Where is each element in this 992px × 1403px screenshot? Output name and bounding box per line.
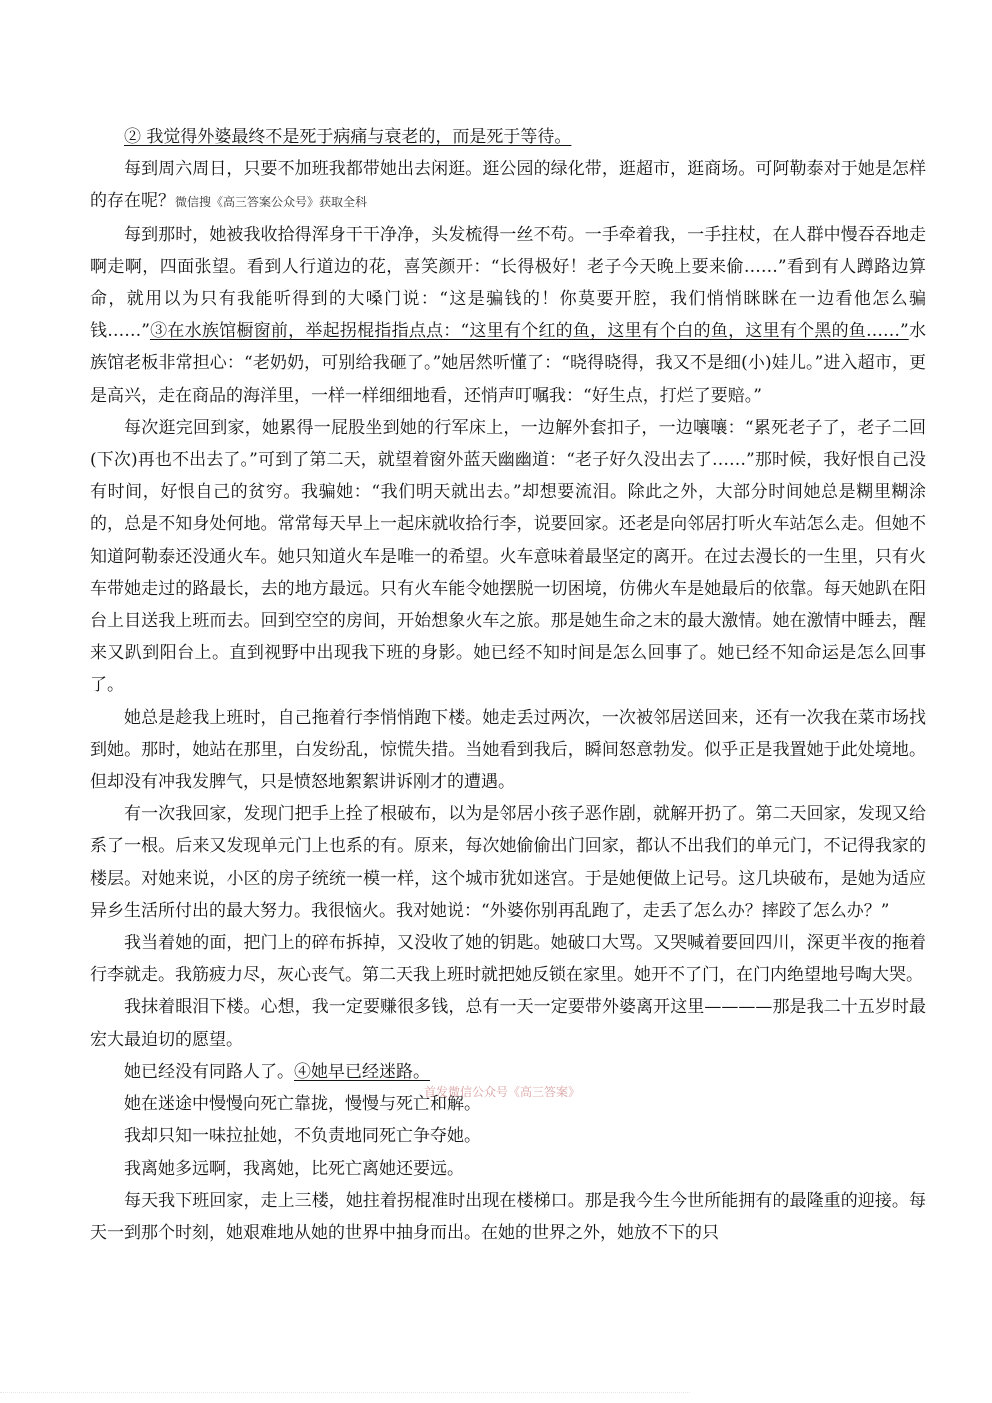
paragraph-text: 我却只知一味拉扯她，不负责地同死亡争夺她。 [124, 1126, 481, 1147]
paragraph [90, 1120, 926, 1152]
watermark-text: 首发微信公众号《高三答案》 [424, 1085, 581, 1099]
paragraph [90, 121, 926, 153]
inline-watermark: 微信搜《高三答案公众号》获取全科 [175, 195, 368, 210]
underlined-sentence: ② 我觉得外婆最终不是死于病痛与衰老的，而是死于等待。 [124, 127, 572, 147]
paragraph-text: 每到周六周日，只要不加班我都带她出去闲逛。逛公园的绿化带，逛超市，逛商场。可阿勒泰对于她是怎样的存在呢？ [90, 159, 926, 212]
article-body [90, 121, 926, 1249]
bottom-dotted-rule [0, 1392, 690, 1393]
paragraph-text: 我离她多远啊，我离她，比死亡离她还要远。 [124, 1158, 464, 1179]
paragraph-text: 有一次我回家，发现门把手上拴了根破布，以为是邻居小孩子恶作剧，就解开扔了。第二天回家，发现又给系了一根。后来又发现单元门上也系的有。原来，每次她偷偷出门回家，都认不出我们的单元门，不记得我家的楼层。对她来说，小区的房子统统一模一样，这个城市犹如迷宫。于是她便做上记号。这几块破布，是她为适应异乡生活所付出的最大努力。我很恼火。我对她说：“外婆你别再乱跑了，走丢了怎么办？摔跤了怎么办？” [90, 804, 926, 921]
paragraph [90, 991, 926, 1055]
paragraph-text: 她总是趁我上班时，自己拖着行李悄悄跑下楼。她走丢过两次，一次被邻居送回来，还有一次我在菜市场找到她。那时，她站在那里，白发纷乱，惊慌失措。当她看到我后，瞬间怒意勃发。似乎正是我置她于此处境地。但却没有冲我发脾气，只是愤怒地絮絮讲诉刚才的遭遇。 [90, 707, 926, 793]
paragraph-text: 她已经没有同路人了。 [124, 1061, 294, 1082]
underlined-sentence: ③在水族馆橱窗前，举起拐棍指指点点：“这里有个红的鱼，这里有个白的鱼，这里有个黑的鱼……” [149, 321, 909, 342]
paragraph-text: 我抹着眼泪下楼。心想，我一定要赚很多钱，总有一天一定要带外婆离开这里————那是我二十五岁时最宏大最迫切的愿望。 [90, 997, 926, 1050]
paragraph [90, 1153, 926, 1185]
paragraph-text: 水族馆老板非常担心：“老奶奶，可别给我砸了。”她居然听懂了：“晓得晓得，我又不是细(小)娃儿。”进入超市，更是高兴，走在商品的海洋里，一样一样细细地看，还悄声叮嘱我：“好生点，打烂了要赔。” [90, 321, 926, 406]
paragraph [90, 702, 926, 799]
paragraph [90, 412, 926, 702]
paragraph [90, 153, 926, 218]
paragraph [90, 219, 926, 412]
paragraph-text: 我当着她的面，把门上的碎布拆掉，又没收了她的钥匙。她破口大骂。又哭喊着要回四川，深更半夜的拖着行李就走。我筋疲力尽，灰心丧气。第二天我上班时就把她反锁在家里。她开不了门，在门内绝望地号啕大哭。 [90, 933, 926, 986]
paragraph-text: 每到那时，她被我收拾得浑身干干净净，头发梳得一丝不苟。一手牵着我，一手拄杖，在人群中慢吞吞地走啊走啊，四面张望。看到人行道边的花，喜笑颜开：“长得极好！老子今天晚上要来偷……”看到有人蹲路边算命，就用以为只有我能听得到的大嗓门说：“这是骗钱的！你莫要开腔，我们悄悄眯眯在一边看他怎么骗钱……” [90, 224, 926, 342]
paragraph [90, 927, 926, 991]
paragraph-text: 每次逛完回到家，她累得一屁股坐到她的行军床上，一边解外套扣子，一边嚷嚷：“累死老子了，老子二回(下次)再也不出去了。”可到了第二天，就望着窗外蓝天幽幽道：“老子好久没出去了……”那时候，我好恨自己没有时间，好恨自己的贫穷。我骗她：“我们明天就出去。”却想要流泪。除此之外，大部分时间她总是糊里糊涂的，总是不知身处何地。常常每天早上一起床就收拾行李，说要回家。还老是向邻居打听火车站怎么走。但她不知道阿勒泰还没通火车。她只知道火车是唯一的希望。火车意味着最坚定的离开。在过去漫长的一生里，只有火车带她走过的路最长，去的地方最远。只有火车能令她摆脱一切困境，仿佛火车是她最后的依靠。每天她趴在阳台上目送我上班而去。回到空空的房间，开始想象火车之旅。那是她生命之末的最大激情。她在激情中睡去，醒来又趴到阳台上。直到视野中出现我下班的身影。她已经不知时间是怎么回事了。她已经不知命运是怎么回事了。 [90, 417, 926, 696]
paragraph-text: 每天我下班回家，走上三楼，她拄着拐棍准时出现在楼梯口。那是我今生今世所能拥有的最隆重的迎接。每天一到那个时刻，她艰难地从她的世界中抽身而出。在她的世界之外，她放不下的只 [90, 1190, 926, 1243]
paragraph-text: 她在迷途中慢慢向死亡靠拢，慢慢与死亡和解。 [124, 1094, 481, 1115]
underlined-sentence: ④她早已经迷路。 [294, 1061, 430, 1082]
paragraph [90, 798, 926, 927]
paragraph [90, 1185, 926, 1249]
